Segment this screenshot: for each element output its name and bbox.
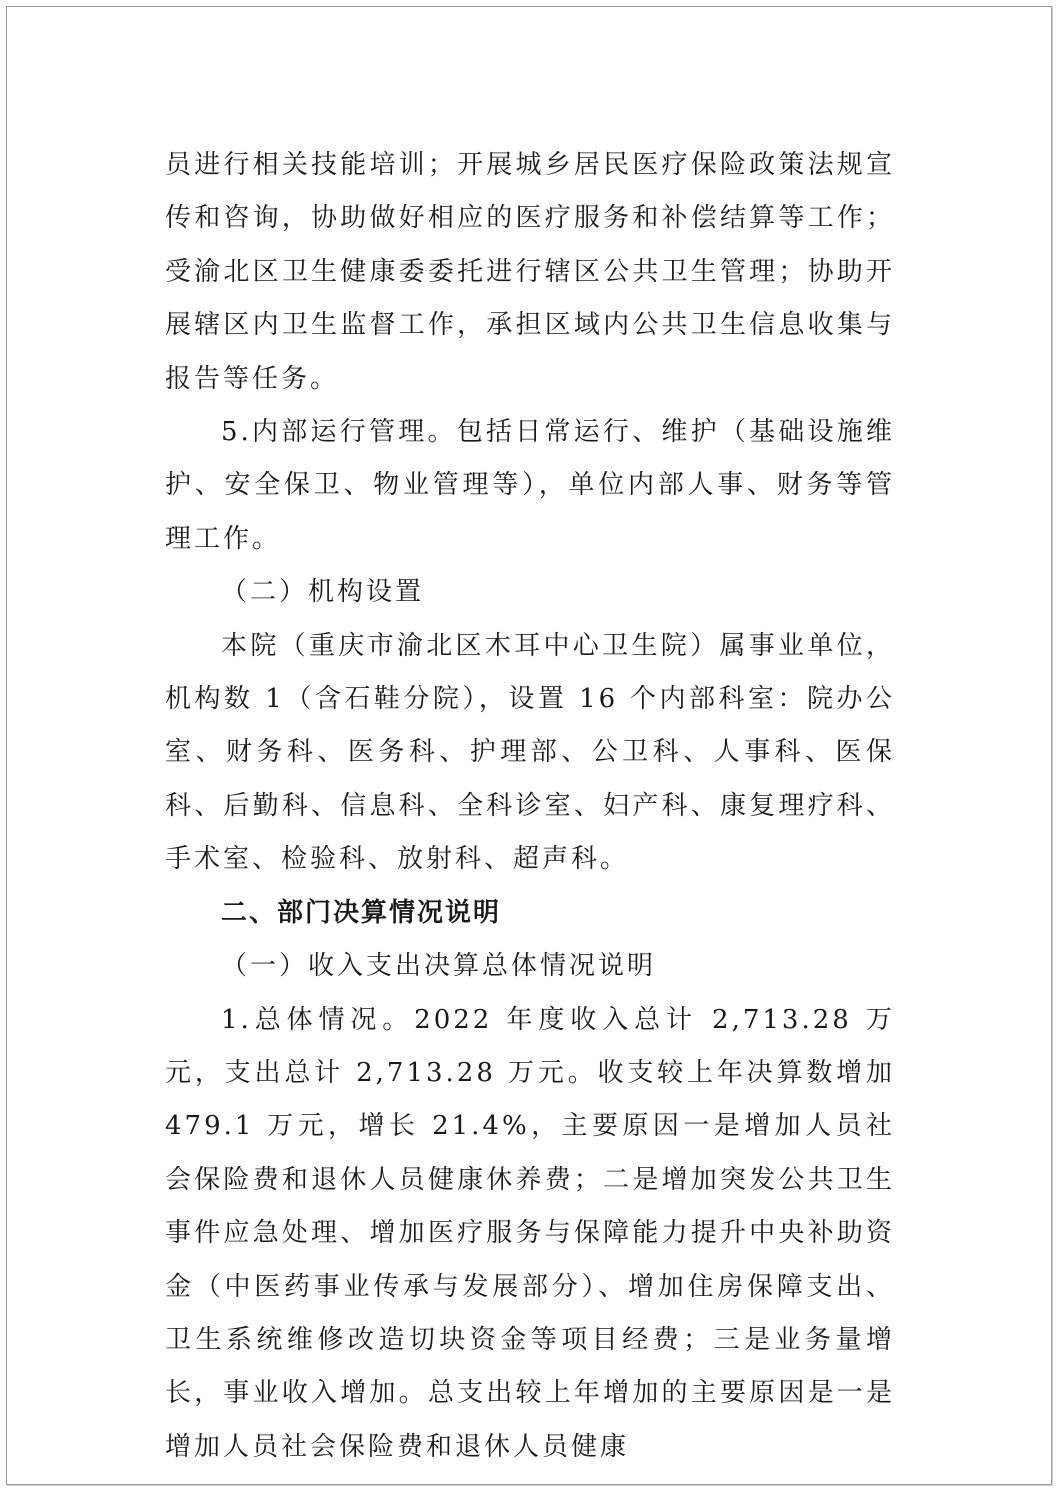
paragraph-duties-continuation: 员进行相关技能培训；开展城乡居民医疗保险政策法规宣传和咨询，协助做好相应的医疗服务和补偿结算等工作；受渝北区卫生健康委委托进行辖区公共卫生管理；协助开展辖区内卫生监督工作，承担区域内公共卫生信息收集与报告等任务。 [165, 150, 895, 394]
paragraph-organization-details: 本院（重庆市渝北区木耳中心卫生院）属事业单位，机构数 1（含石鞋分院），设置 16 个内部科室：院办公室、财务科、医务科、护理部、公卫科、人事科、医保科、后勤科、信息科、全科诊室、妇产科、康复理疗科、手术室、检验科、放射科、超声科。 [165, 630, 895, 875]
section-heading-final-accounts: 二、部门决算情况说明 [221, 897, 502, 928]
paragraph-overall-situation: 1.总体情况。2022 年度收入总计 2,713.28 万元，支出总计 2,713.28 万元。收支较上年决算数增加 479.1 万元，增长 21.4%，主要原因一是增加人员社会保险费和退休人员健康休养费；二是增加突发公共卫生事件应急处理、增加医疗服务与保障能力提升中央补助资金（中医药事业传承与发展部分）、增加住房保障支出、卫生系统维修改造切块资金等项目经费；三是业务量增长，事业收入增加。总支出较上年增加的主要原因是一是增加人员社会保险费和退休人员健康 [165, 1004, 895, 1462]
subheading-organization-setup: （二）机构设置 [221, 577, 425, 608]
paragraph-internal-management: 5.内部运行管理。包括日常运行、维护（基础设施维护、安全保卫、物业管理等），单位内部人事、财务等管理工作。 [165, 417, 895, 554]
subheading-income-expenditure: （一）收入支出决算总体情况说明 [221, 951, 657, 982]
document-body [165, 139, 895, 1474]
